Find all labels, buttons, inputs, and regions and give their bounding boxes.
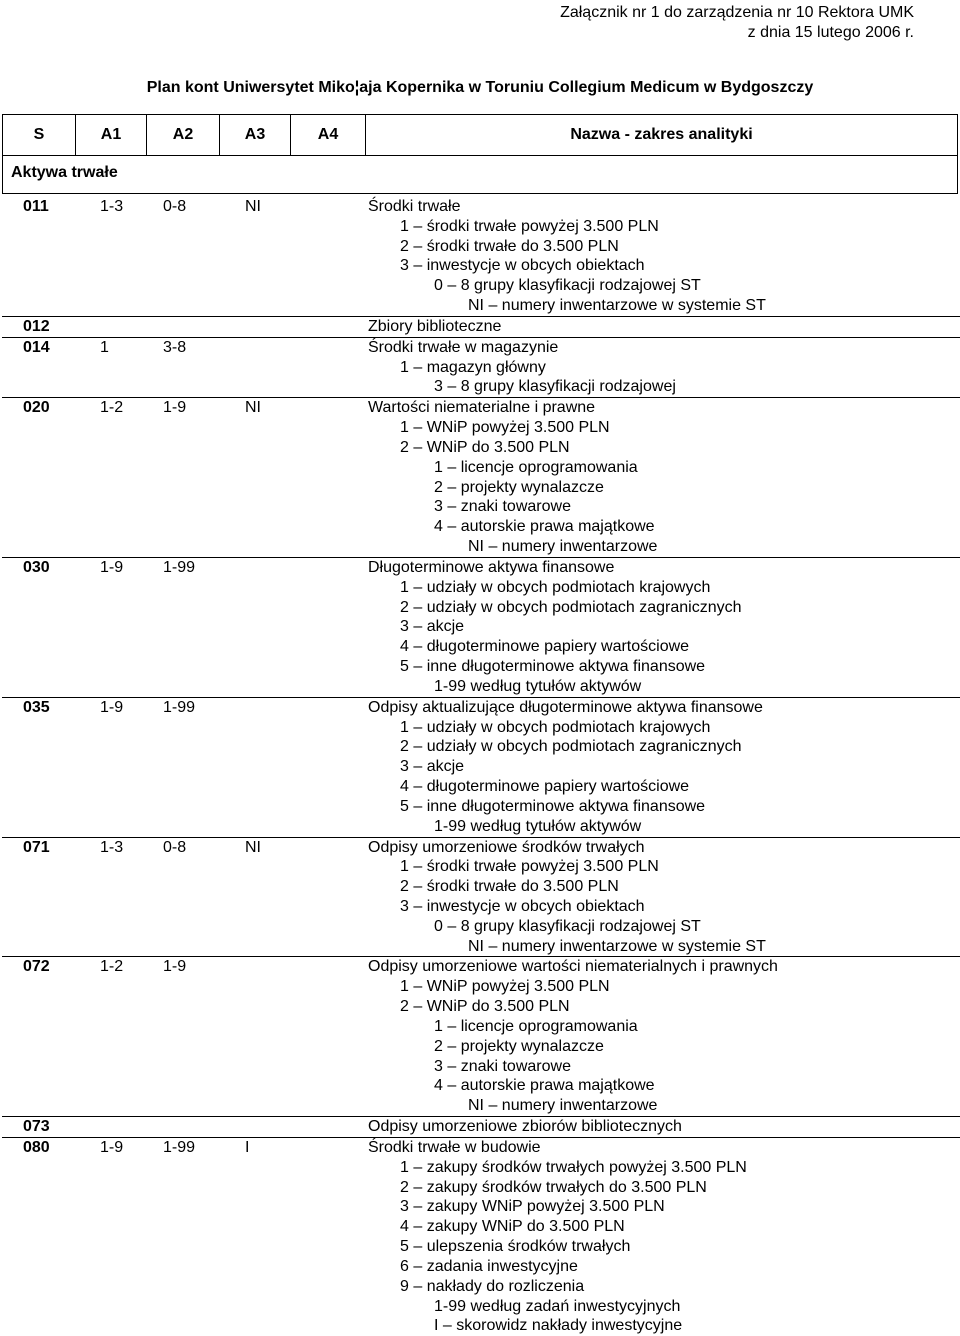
analytics-item: 2 – zakupy środków trwałych do 3.500 PLN	[400, 1178, 707, 1196]
analytics-line	[0, 1178, 960, 1198]
analytics-item: NI – numery inwentarzowe w systemie ST	[468, 297, 766, 315]
analytics-line	[0, 438, 960, 458]
account-name: Odpisy aktualizujące długoterminowe aktywa finansowe	[368, 698, 763, 716]
analytics-line	[0, 777, 960, 797]
analytics-line	[0, 517, 960, 537]
account-row	[0, 316, 960, 337]
account-header-line	[2, 337, 960, 358]
account-name: Środki trwałe w magazynie	[368, 338, 559, 356]
account-row	[0, 397, 960, 557]
analytics-line	[0, 1277, 960, 1297]
analytics-item: 4 – zakupy WNiP do 3.500 PLN	[400, 1218, 625, 1236]
analytics-item: 5 – inne długoterminowe aktywa finansowe	[400, 797, 706, 815]
account-number: 073	[23, 1118, 50, 1136]
account-name: Odpisy umorzeniowe zbiorów bibliotecznych	[368, 1118, 682, 1136]
analytics-line	[0, 937, 960, 957]
analytics-line	[0, 677, 960, 697]
analytics-item: 2 – udziały w obcych podmiotach zagranicznych	[400, 738, 742, 756]
analytics-line	[0, 256, 960, 276]
analytics-line	[0, 1257, 960, 1277]
attachment-note	[560, 3, 914, 43]
analytics-item: NI – numery inwentarzowe	[468, 538, 658, 556]
column-header-name: Nazwa - zakres analityki	[366, 115, 958, 156]
analytics-line	[0, 997, 960, 1017]
analytics-line	[0, 737, 960, 757]
analytics-a2: 1-99	[163, 558, 196, 576]
analytics-a2: 1-99	[163, 698, 196, 716]
analytics-line	[0, 1158, 960, 1178]
analytics-a1: 1	[100, 338, 109, 356]
account-number: 011	[23, 198, 49, 215]
analytics-item: 3 – znaki towarowe	[434, 1057, 571, 1075]
analytics-item: 3 – zakupy WNiP powyżej 3.500 PLN	[400, 1198, 665, 1216]
account-row	[0, 956, 960, 1116]
analytics-line	[0, 418, 960, 438]
account-number: 014	[23, 338, 50, 356]
analytics-line	[0, 296, 960, 316]
account-name: Długoterminowe aktywa finansowe	[368, 558, 615, 576]
analytics-line	[0, 1297, 960, 1317]
account-row	[0, 1116, 960, 1137]
analytics-line	[0, 757, 960, 777]
analytics-item: NI – numery inwentarzowe	[468, 1097, 658, 1115]
plan-title: Plan kont Uniwersytet Miko¦aja Kopernika w Toruniu Collegium Medicum w Bydgoszczy	[146, 79, 814, 96]
analytics-line	[0, 276, 960, 296]
analytics-item: 1 – środki trwałe powyżej 3.500 PLN	[400, 217, 659, 235]
account-name: Odpisy umorzeniowe wartości niematerialnych i prawnych	[368, 958, 778, 976]
account-number: 080	[23, 1138, 50, 1156]
analytics-item: 1 – licencje oprogramowania	[434, 1017, 638, 1035]
analytics-item: 1 – licencje oprogramowania	[434, 458, 638, 476]
analytics-line	[0, 637, 960, 657]
analytics-item: 6 – zadania inwestycyjne	[400, 1257, 578, 1275]
account-row	[0, 697, 960, 837]
analytics-line	[0, 897, 960, 917]
account-row	[0, 1137, 960, 1336]
analytics-item: 1 – magazyn główny	[400, 358, 546, 376]
analytics-line	[0, 718, 960, 738]
section-bar	[2, 155, 958, 194]
account-header-line	[2, 397, 960, 418]
analytics-item: 3 – 8 grupy klasyfikacji rodzajowej	[434, 378, 676, 396]
analytics-a1: 1-9	[100, 698, 124, 716]
analytics-item: 2 – środki trwałe do 3.500 PLN	[400, 237, 619, 255]
account-number: 035	[23, 698, 50, 716]
account-number: 012	[23, 317, 50, 335]
account-header-line	[2, 316, 960, 337]
analytics-line	[0, 598, 960, 618]
column-header-a2: A2	[147, 115, 220, 156]
analytics-item: 4 – długoterminowe papiery wartościowe	[400, 778, 690, 796]
analytics-item: 1-99 według zadań inwestycyjnych	[434, 1297, 681, 1315]
account-row	[0, 557, 960, 697]
analytics-item: 1 – WNiP powyżej 3.500 PLN	[400, 978, 610, 996]
analytics-line	[0, 217, 960, 237]
analytics-a1: 1-3	[100, 838, 124, 856]
analytics-line	[0, 877, 960, 897]
analytics-item: 2 – udziały w obcych podmiotach zagranicznych	[400, 598, 742, 616]
analytics-line	[0, 1316, 960, 1336]
analytics-item: 2 – WNiP do 3.500 PLN	[400, 998, 570, 1016]
analytics-line	[0, 478, 960, 498]
column-header-s: S	[3, 115, 76, 156]
account-number: 072	[23, 958, 50, 976]
analytics-item: 4 – autorskie prawa majątkowe	[434, 1077, 655, 1095]
analytics-line	[0, 617, 960, 637]
analytics-line	[0, 237, 960, 257]
analytics-item: 1 – udziały w obcych podmiotach krajowych	[400, 718, 711, 736]
analytics-item: 3 – inwestycje w obcych obiektach	[400, 897, 645, 915]
attachment-line-1: Załącznik nr 1 do zarządzenia nr 10 Rektora UMK	[560, 4, 914, 21]
analytics-line	[0, 1076, 960, 1096]
section-title: Aktywa trwałe	[11, 164, 118, 181]
analytics-item: 3 – akcje	[400, 758, 465, 776]
analytics-item: 1-99 według tytułów aktywów	[434, 817, 642, 835]
account-name: Wartości niematerialne i prawne	[368, 399, 596, 417]
analytics-item: 2 – środki trwałe do 3.500 PLN	[400, 878, 619, 896]
account-header-line	[2, 197, 960, 217]
analytics-a1: 1-3	[100, 198, 124, 215]
analytics-line	[0, 917, 960, 937]
analytics-item: 9 – nakłady do rozliczenia	[400, 1277, 585, 1295]
analytics-a3: NI	[245, 838, 261, 856]
analytics-item: 0 – 8 grupy klasyfikacji rodzajowej ST	[434, 277, 701, 295]
analytics-item: 3 – inwestycje w obcych obiektach	[400, 257, 645, 275]
column-header-a3: A3	[220, 115, 291, 156]
account-name: Zbiory biblioteczne	[368, 317, 502, 335]
analytics-a2: 1-9	[163, 958, 187, 976]
analytics-item: 0 – 8 grupy klasyfikacji rodzajowej ST	[434, 917, 701, 935]
analytics-line	[0, 578, 960, 598]
analytics-line	[0, 1096, 960, 1116]
account-number: 071	[23, 838, 50, 856]
account-row	[0, 837, 960, 957]
analytics-a2: 0-8	[163, 198, 187, 215]
analytics-a3: NI	[245, 198, 261, 215]
analytics-a1: 1-9	[100, 558, 124, 576]
analytics-line	[0, 1057, 960, 1077]
analytics-item: 2 – projekty wynalazcze	[434, 478, 604, 496]
analytics-line	[0, 657, 960, 677]
account-number: 020	[23, 399, 50, 417]
analytics-line	[0, 358, 960, 378]
analytics-item: 4 – długoterminowe papiery wartościowe	[400, 638, 690, 656]
analytics-line	[0, 1017, 960, 1037]
account-header-line	[2, 837, 960, 858]
account-name: Środki trwałe	[368, 198, 461, 215]
analytics-item: 1 – zakupy środków trwałych powyżej 3.500 PLN	[400, 1158, 747, 1176]
account-name: Odpisy umorzeniowe środków trwałych	[368, 838, 645, 856]
accounts-list	[0, 197, 960, 1336]
analytics-a2: 1-99	[163, 1138, 196, 1156]
analytics-a1: 1-2	[100, 958, 124, 976]
analytics-item: 5 – ulepszenia środków trwałych	[400, 1238, 631, 1256]
account-row	[0, 197, 960, 316]
analytics-item: 1 – środki trwałe powyżej 3.500 PLN	[400, 858, 659, 876]
analytics-a1: 1-9	[100, 1138, 124, 1156]
column-header-a1: A1	[76, 115, 147, 156]
analytics-a2: 1-9	[163, 399, 187, 417]
account-header-line	[2, 1137, 960, 1158]
account-header-line	[2, 557, 960, 578]
analytics-line	[0, 1037, 960, 1057]
analytics-line	[0, 458, 960, 478]
analytics-line	[0, 497, 960, 517]
account-header-line	[2, 956, 960, 977]
analytics-a2: 0-8	[163, 838, 187, 856]
analytics-item: NI – numery inwentarzowe w systemie ST	[468, 937, 766, 955]
analytics-a3: I	[245, 1138, 250, 1156]
analytics-a3: NI	[245, 399, 261, 417]
analytics-item: 2 – projekty wynalazcze	[434, 1037, 604, 1055]
analytics-line	[0, 377, 960, 397]
analytics-line	[0, 857, 960, 877]
analytics-line	[0, 537, 960, 557]
account-header-line	[2, 697, 960, 718]
analytics-line	[0, 797, 960, 817]
analytics-item: 3 – akcje	[400, 618, 465, 636]
account-number: 030	[23, 558, 50, 576]
analytics-item: 2 – WNiP do 3.500 PLN	[400, 438, 570, 456]
account-header-line	[2, 1116, 960, 1137]
analytics-a2: 3-8	[163, 338, 187, 356]
account-name: Środki trwałe w budowie	[368, 1138, 541, 1156]
analytics-item: 1 – WNiP powyżej 3.500 PLN	[400, 419, 610, 437]
analytics-a1: 1-2	[100, 399, 124, 417]
analytics-item: 3 – znaki towarowe	[434, 498, 571, 516]
analytics-item: 1 – udziały w obcych podmiotach krajowych	[400, 578, 711, 596]
analytics-item: 4 – autorskie prawa majątkowe	[434, 518, 655, 536]
attachment-line-2: z dnia 15 lutego 2006 r.	[747, 24, 914, 41]
analytics-line	[0, 817, 960, 837]
column-header-table	[2, 114, 958, 156]
analytics-line	[0, 1217, 960, 1237]
column-header-a4: A4	[291, 115, 366, 156]
analytics-item: I – skorowidz nakłady inwestycyjne	[434, 1317, 683, 1335]
account-row	[0, 337, 960, 397]
analytics-line	[0, 1237, 960, 1257]
analytics-item: 5 – inne długoterminowe aktywa finansowe	[400, 658, 706, 676]
analytics-line	[0, 977, 960, 997]
analytics-line	[0, 1197, 960, 1217]
analytics-item: 1-99 według tytułów aktywów	[434, 677, 642, 695]
